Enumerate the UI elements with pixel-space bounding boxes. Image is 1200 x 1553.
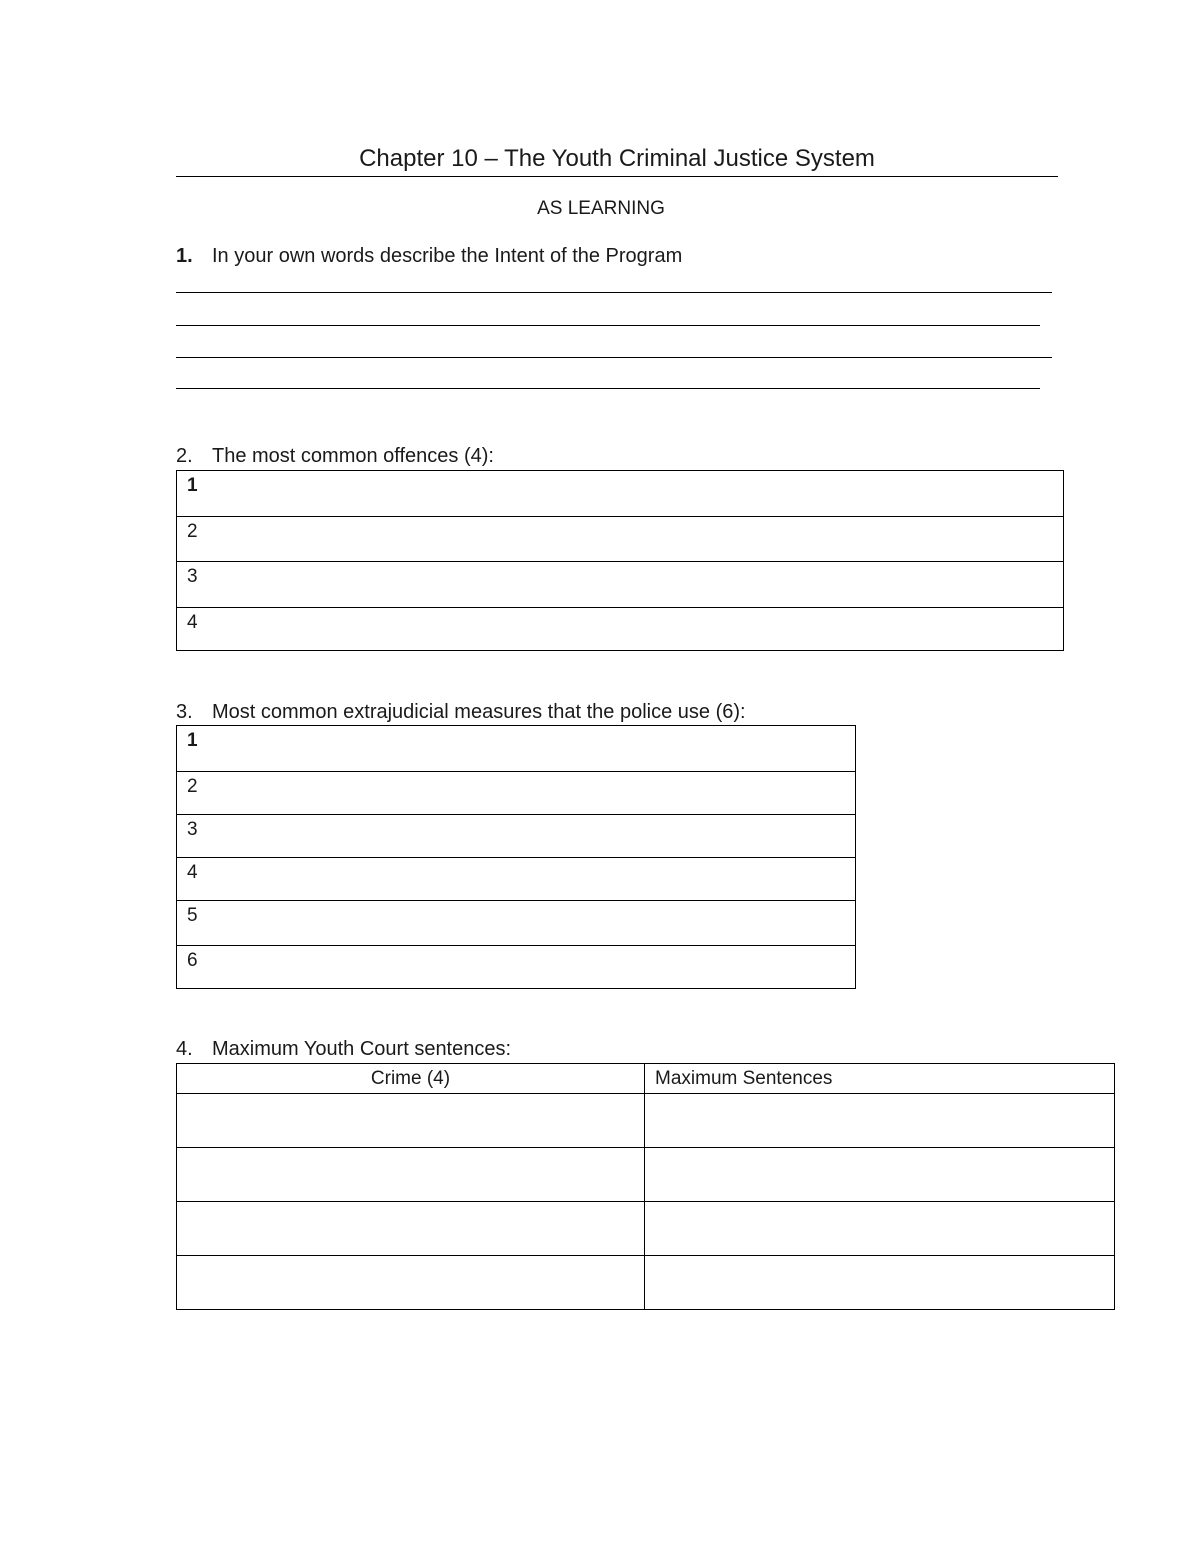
question-number: 1.	[176, 245, 193, 267]
table-row	[177, 726, 856, 772]
table-cell[interactable]: 5	[177, 901, 856, 946]
table-row	[177, 901, 856, 946]
question-2	[176, 445, 494, 468]
sentence-cell[interactable]	[645, 1094, 1115, 1148]
answer-line[interactable]	[176, 357, 1052, 358]
question-number: 2.	[176, 445, 193, 467]
measures-table	[176, 725, 856, 989]
question-3	[176, 701, 746, 724]
table-row	[177, 815, 856, 858]
question-text: The most common offences (4):	[212, 445, 494, 467]
page-title: Chapter 10 – The Youth Criminal Justice System	[176, 142, 1058, 177]
answer-line[interactable]	[176, 325, 1040, 326]
crime-cell[interactable]	[177, 1148, 645, 1202]
table-cell[interactable]: 2	[177, 517, 1064, 562]
question-4	[176, 1038, 511, 1061]
crime-cell[interactable]	[177, 1202, 645, 1256]
question-text: In your own words describe the Intent of the Program	[212, 245, 683, 267]
crime-cell[interactable]	[177, 1256, 645, 1310]
crime-cell[interactable]	[177, 1094, 645, 1148]
table-cell[interactable]: 6	[177, 946, 856, 989]
table-cell[interactable]: 3	[177, 815, 856, 858]
page-subtitle: AS LEARNING	[537, 198, 665, 219]
table-row	[177, 562, 1064, 608]
table-cell[interactable]: 4	[177, 608, 1064, 651]
table-row	[177, 517, 1064, 562]
sentence-cell[interactable]	[645, 1256, 1115, 1310]
table-row	[177, 471, 1064, 517]
question-text: Maximum Youth Court sentences:	[212, 1038, 512, 1060]
offences-table	[176, 470, 1064, 651]
table-cell[interactable]: 3	[177, 562, 1064, 608]
answer-line[interactable]	[176, 388, 1040, 389]
table-cell[interactable]: 1	[177, 471, 1064, 517]
table-cell[interactable]: 4	[177, 858, 856, 901]
question-1	[176, 245, 682, 268]
question-text: Most common extrajudicial measures that the police use (6):	[212, 701, 746, 723]
table-row	[177, 1256, 1115, 1310]
table-row	[177, 608, 1064, 651]
table-header-row	[177, 1064, 1115, 1094]
sentence-cell[interactable]	[645, 1148, 1115, 1202]
table-cell[interactable]: 2	[177, 772, 856, 815]
question-number: 3.	[176, 701, 193, 723]
table-row	[177, 772, 856, 815]
table-row	[177, 1148, 1115, 1202]
table-row	[177, 1202, 1115, 1256]
sentence-cell[interactable]	[645, 1202, 1115, 1256]
table-row	[177, 946, 856, 989]
table-cell[interactable]: 1	[177, 726, 856, 772]
table-row	[177, 1094, 1115, 1148]
question-number: 4.	[176, 1038, 193, 1060]
sentences-table	[176, 1063, 1115, 1310]
column-header-max-sentences: Maximum Sentences	[645, 1064, 1115, 1094]
column-header-crime: Crime (4)	[177, 1064, 645, 1094]
table-row	[177, 858, 856, 901]
answer-line[interactable]	[176, 292, 1052, 293]
